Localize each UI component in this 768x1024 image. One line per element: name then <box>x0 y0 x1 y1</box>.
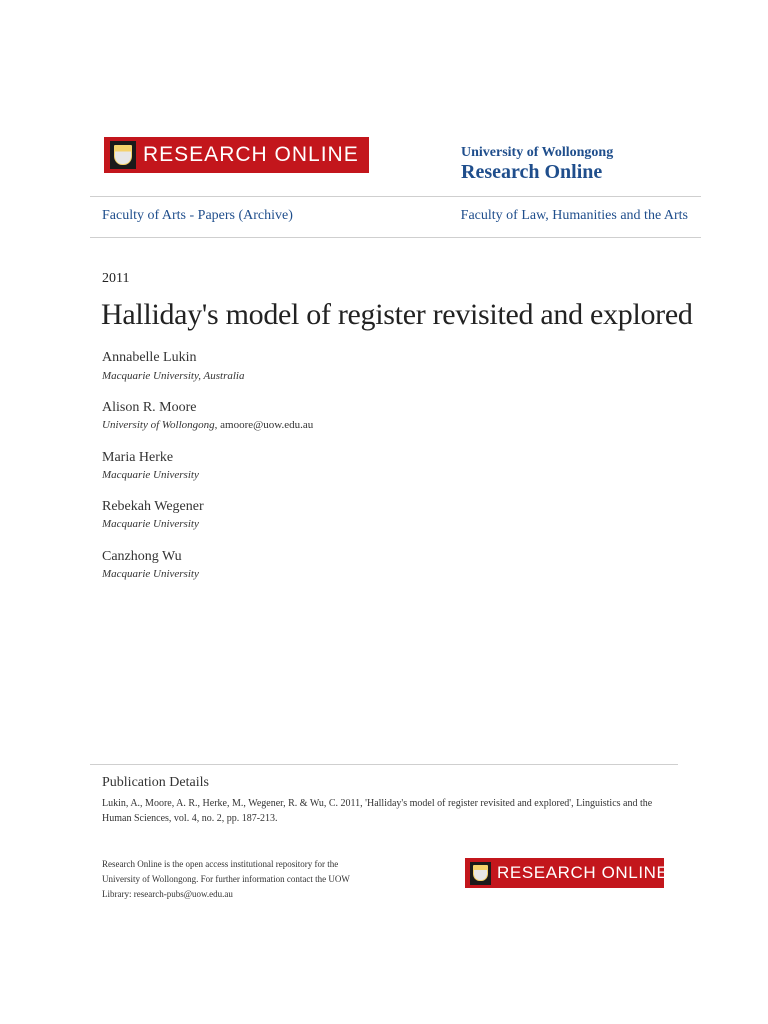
author-affiliation: Macquarie University, Australia <box>102 370 245 382</box>
author-name: Maria Herke <box>102 450 174 465</box>
author-name: Canzhong Wu <box>102 549 182 564</box>
author-affiliation: Macquarie University <box>102 469 199 481</box>
author-name: Annabelle Lukin <box>102 350 197 365</box>
logo-text: RESEARCH ONLINE <box>143 143 359 166</box>
logo-text: RESEARCH ONLINE <box>497 863 669 882</box>
divider <box>90 196 701 197</box>
author-email: , amoore@uow.edu.au <box>214 419 314 431</box>
author-name: Alison R. Moore <box>102 400 197 415</box>
faculty-link[interactable]: Faculty of Law, Humanities and the Arts <box>460 208 688 223</box>
author-affiliation: Macquarie University <box>102 568 199 580</box>
uow-crest-icon <box>110 141 136 169</box>
citation-text: Lukin, A., Moore, A. R., Herke, M., Wegener, R. & Wu, C. 2011, 'Halliday's model of register revisited and explored', Linguistics and the Human Sciences, vol. 4, no. 2, pp. 187-213. <box>102 798 653 824</box>
publication-year: 2011 <box>102 271 130 286</box>
university-name[interactable]: University of Wollongong <box>461 145 614 160</box>
author-affiliation: Macquarie University <box>102 518 199 530</box>
publication-details-heading: Publication Details <box>102 775 209 790</box>
research-online-logo[interactable] <box>104 137 369 173</box>
uow-crest-icon <box>470 862 491 885</box>
repository-note: Research Online is the open access institutional repository for the University of Wollongong. For further information contact the UOW Library: research-pubs@uow.edu.au <box>102 859 350 899</box>
repository-name[interactable]: Research Online <box>461 161 603 183</box>
divider <box>90 764 678 765</box>
paper-title: Halliday's model of register revisited and explored <box>101 298 693 331</box>
divider <box>90 237 701 238</box>
collection-link[interactable]: Faculty of Arts - Papers (Archive) <box>102 208 293 223</box>
author-name: Rebekah Wegener <box>102 499 204 514</box>
research-online-logo-footer[interactable] <box>465 858 669 888</box>
author-affiliation: University of Wollongong, amoore@uow.edu.au <box>102 419 314 431</box>
